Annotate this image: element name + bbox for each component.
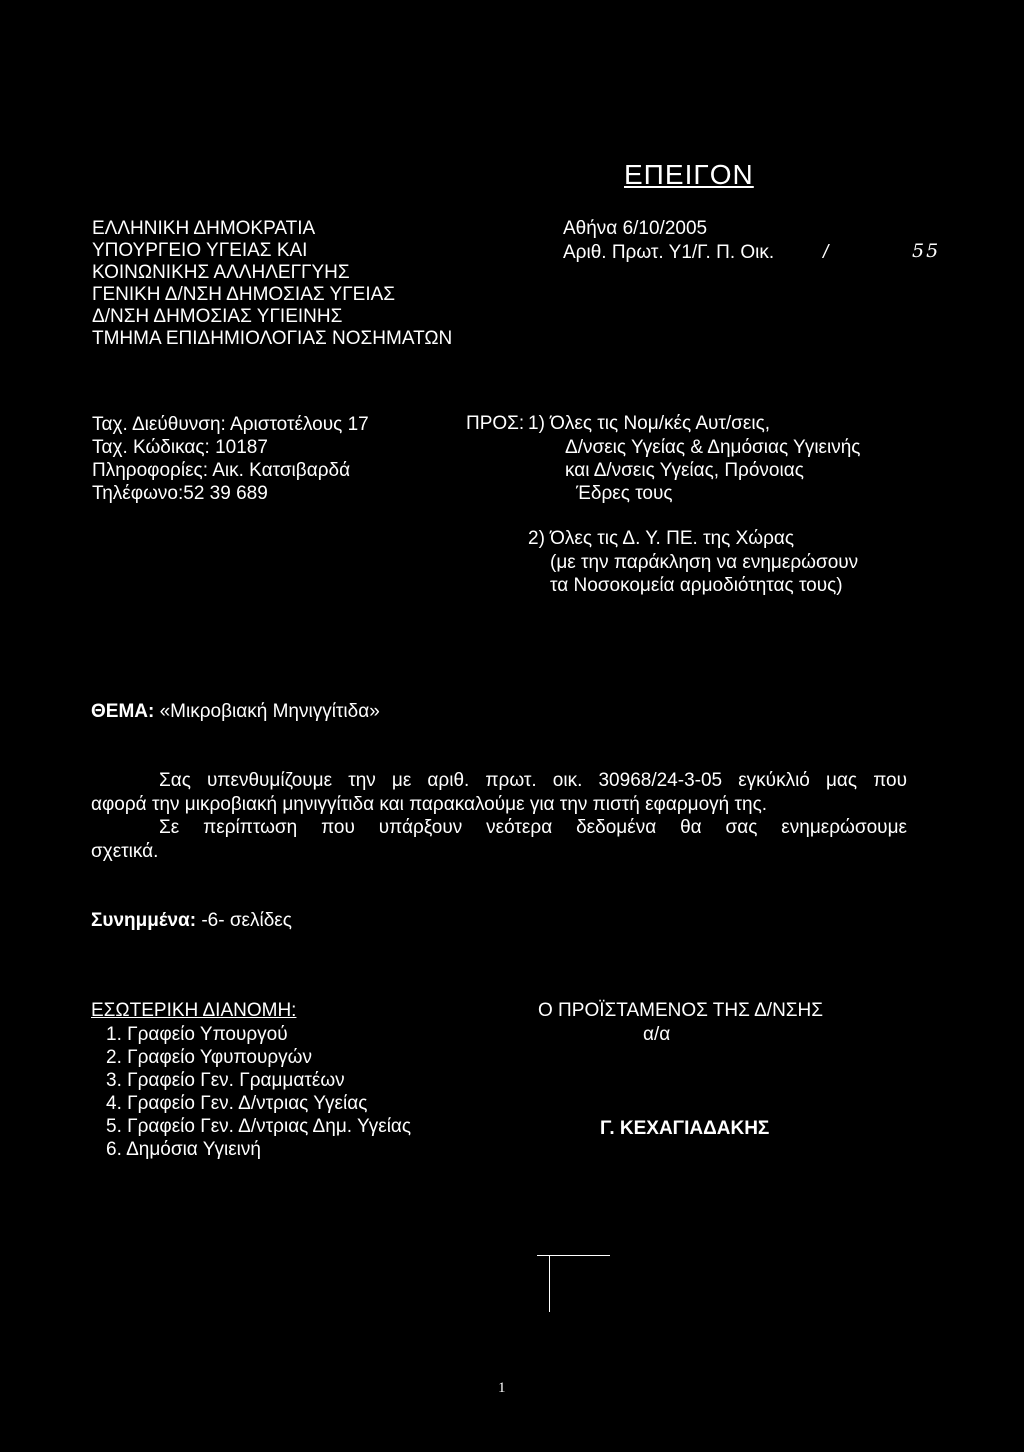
issuer-line: ΕΛΛΗΝΙΚΗ ΔΗΜΟΚΡΑΤΙΑ xyxy=(92,218,316,239)
issuer-line: ΤΜΗΜΑ ΕΠΙΔΗΜΙΟΛΟΓΙΑΣ ΝΟΣΗΜΑΤΩΝ xyxy=(92,328,453,349)
signature-title: Ο ΠΡΟΪΣΤΑΜΕΝΟΣ ΤΗΣ Δ/ΝΣΗΣ xyxy=(538,1000,824,1021)
contact-phone: Τηλέφωνο:52 39 689 xyxy=(92,483,268,504)
distribution-item: 1. Γραφείο Υπουργού xyxy=(106,1024,288,1045)
subject xyxy=(91,701,380,723)
subject-text: «Μικροβιακή Μηνιγγίτιδα» xyxy=(159,701,380,722)
signature-name: Γ. ΚΕΧΑΓΙΑΔΑΚΗΣ xyxy=(600,1118,770,1139)
recipient-1: 1) Όλες τις Νομ/κές Αυτ/σεις, xyxy=(528,413,771,434)
recipient-1-line: Έδρες τους xyxy=(576,483,673,504)
contact-postcode: Ταχ. Κώδικας: 10187 xyxy=(92,437,268,458)
recipients-label: ΠΡΟΣ: xyxy=(466,413,525,434)
distribution-item: 3. Γραφείο Γεν. Γραμματέων xyxy=(106,1070,345,1091)
distribution-item: 5. Γραφείο Γεν. Δ/ντριας Δημ. Υγείας xyxy=(106,1116,412,1137)
issuer-line: ΥΠΟΥΡΓΕΙΟ ΥΓΕΙΑΣ ΚΑΙ xyxy=(92,240,308,261)
urgent-label: ΕΠΕΙΓΟΝ xyxy=(624,159,754,190)
issuer-line: ΓΕΝΙΚΗ Δ/ΝΣΗ ΔΗΜΟΣΙΑΣ ΥΓΕΙΑΣ xyxy=(92,284,396,305)
issuer-block xyxy=(92,218,452,350)
issuer-line: ΚΟΙΝΩΝΙΚΗΣ ΑΛΛΗΛΕΓΓΥΗΣ xyxy=(92,262,350,283)
attachments-value: -6- σελίδες xyxy=(201,910,292,931)
recipient-2-note-line: τα Νοσοκομεία αρμοδιότητας τους) xyxy=(550,575,843,596)
recipient-1-details xyxy=(565,436,860,505)
body-paragraph-1-line-1: Σας υπενθυμίζουμε την με αριθ. πρωτ. οικ. 30968/24-3-05 εγκύκλιό μας που xyxy=(159,770,907,791)
page-number: 1 xyxy=(498,1380,506,1396)
recipient-2-note-line: (με την παράκληση να ενημερώσουν xyxy=(550,552,859,573)
body-paragraph-2-line-2: σχετικά. xyxy=(91,841,159,862)
issuer-line: Δ/ΝΣΗ ΔΗΜΟΣΙΑΣ ΥΓΙΕΙΝΗΣ xyxy=(92,306,343,327)
attachments xyxy=(91,910,292,932)
recipient-2-note xyxy=(550,551,858,597)
protocol-handwritten-tick: / xyxy=(823,242,829,263)
attachments-label: Συνημμένα: xyxy=(91,910,197,931)
body-paragraph-1-line-2: αφορά την μικροβιακή μηνιγγίτιδα και παρακαλούμε για την πιστή εφαρμογή της. xyxy=(91,794,768,815)
body-paragraph-2-line-1: Σε περίπτωση που υπάρξουν νεότερα δεδομένα θα σας ενημερώσουμε xyxy=(159,817,907,838)
recipient-2: 2) Όλες τις Δ. Υ. ΠΕ. της Χώρας xyxy=(528,528,795,549)
mark-vertical-line xyxy=(549,1256,550,1312)
subject-label: ΘΕΜΑ: xyxy=(91,701,155,722)
mark-horizontal-line xyxy=(537,1255,610,1256)
protocol-handwritten-number: 55 xyxy=(912,240,941,262)
signature-on-behalf: α/α xyxy=(643,1024,671,1045)
recipient-1-line: και Δ/νσεις Υγείας, Πρόνοιας xyxy=(565,460,804,481)
place-date: Αθήνα 6/10/2005 xyxy=(563,218,708,239)
contact-block xyxy=(92,413,369,505)
contact-info: Πληροφορίες: Αικ. Κατσιβαρδά xyxy=(92,460,351,481)
recipient-1-line: Δ/νσεις Υγείας & Δημόσιας Υγιεινής xyxy=(565,437,861,458)
distribution-title: ΕΣΩΤΕΡΙΚΗ ΔΙΑΝΟΜΗ: xyxy=(91,1000,297,1021)
distribution-list xyxy=(106,1023,411,1161)
distribution-item: 2. Γραφείο Υφυπουργών xyxy=(106,1047,312,1068)
protocol-number: Αριθ. Πρωτ. Υ1/Γ. Π. Οικ. xyxy=(563,242,775,263)
contact-address: Ταχ. Διεύθυνση: Αριστοτέλους 17 xyxy=(92,414,369,435)
distribution-item: 4. Γραφείο Γεν. Δ/ντριας Υγείας xyxy=(106,1093,368,1114)
distribution-item: 6. Δημόσια Υγιεινή xyxy=(106,1139,261,1160)
